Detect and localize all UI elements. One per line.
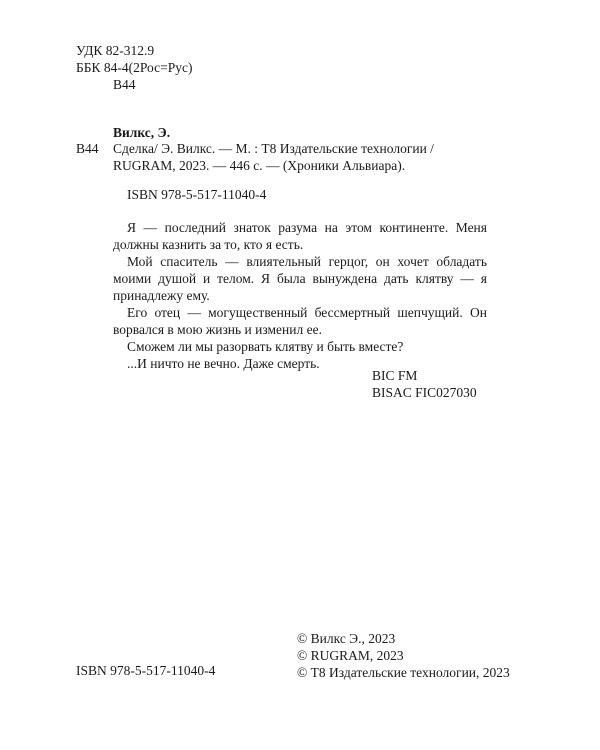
udk-code: УДК 82-312.9 [76, 43, 155, 58]
annotation-paragraph: ...И ничто не вечно. Даже смерть. [127, 356, 320, 371]
annotation-paragraph: Сможем ли мы разорвать клятву и быть вместе? [127, 339, 404, 354]
record-isbn: ISBN 978-5-517-11040-4 [127, 187, 267, 202]
footer-isbn: ISBN 978-5-517-11040-4 [76, 663, 216, 678]
annotation-paragraph: Я — последний знаток разума на этом континенте. Меня должны казнить за то, кто я есть. [113, 220, 487, 252]
annotation-paragraph: Мой спаситель — влиятельный герцог, он хочет обладать моими душой и телом. Я была вынуждена дать клятву — я принадлежу ему. [113, 254, 487, 303]
bisac-code: BISAC FIC027030 [372, 385, 477, 400]
record-title-line-1: Сделка/ Э. Вилкс. — М. : Т8 Издательские технологии / [113, 141, 434, 156]
copyright-t8: © Т8 Издательские технологии, 2023 [297, 665, 510, 680]
annotation [113, 219, 487, 372]
bbk-code: ББК 84-4(2Рос=Рус) [76, 60, 193, 75]
author-mark-header: В44 [113, 77, 136, 92]
bic-code: BIC FM [372, 368, 418, 383]
copyright-rugram: © RUGRAM, 2023 [297, 648, 404, 663]
record-title-line-2: RUGRAM, 2023. — 446 с. — (Хроники Альвиара). [113, 158, 406, 173]
record-author: Вилкс, Э. [113, 125, 171, 140]
copyright-author: © Вилкс Э., 2023 [297, 631, 396, 646]
annotation-paragraph: Его отец — могущественный бессмертный шепчущий. Он ворвался в мою жизнь и изменил ее. [113, 305, 487, 337]
author-mark: В44 [76, 141, 99, 156]
